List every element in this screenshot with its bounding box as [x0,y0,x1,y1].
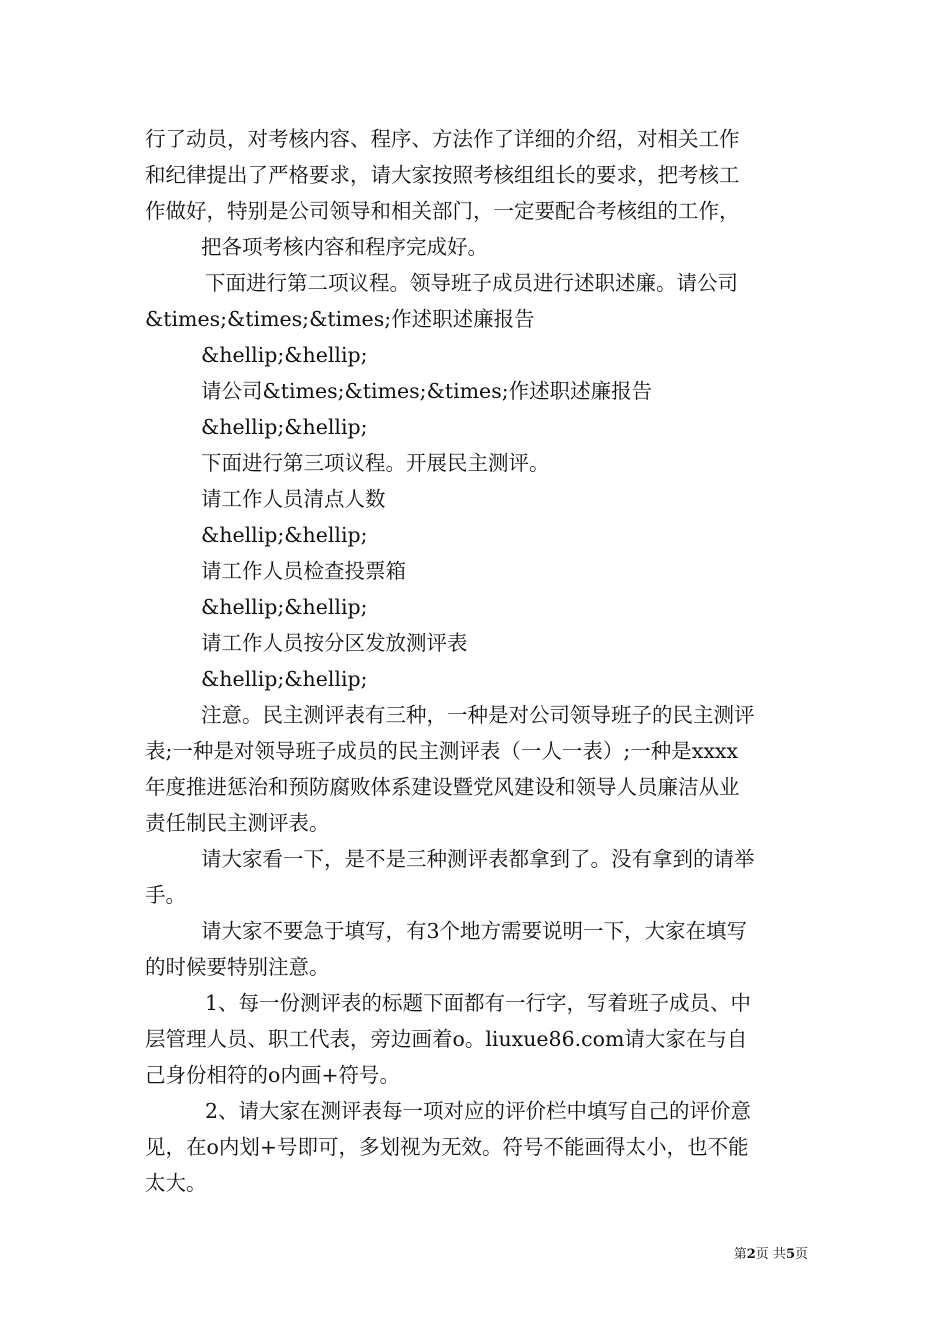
footer-current-page: 2 [746,1247,756,1262]
text-line: &hellip;&hellip; [201,343,368,367]
text-line: 见，在o内划+号即可，多划视为无效。符号不能画得太小，也不能 [145,1135,749,1159]
footer-prefix: 第 [733,1247,747,1262]
text-line: 注意。民主测评表有三种，一种是对公司领导班子的民主测评 [201,703,755,727]
text-line: &hellip;&hellip; [201,523,368,547]
text-line: 下面进行第二项议程。领导班子成员进行述职述廉。请公司 [205,271,738,295]
text-line: 太大。 [145,1171,207,1195]
text-line: 请大家看一下，是不是三种测评表都拿到了。没有拿到的请举 [201,847,755,871]
text-line: &hellip;&hellip; [201,667,368,691]
text-line: 2、请大家在测评表每一项对应的评价栏中填写自己的评价意 [205,1099,752,1123]
text-line: 作做好，特别是公司领导和相关部门，一定要配合考核组的工作， [145,199,740,223]
text-line: 层管理人员、职工代表，旁边画着o。liuxue86.com请大家在与自 [145,1027,748,1051]
body-text [145,121,807,1201]
text-line: &times;&times;&times;作述职述廉报告 [145,307,535,331]
text-line: 的时候要特别注意。 [145,955,330,979]
text-line: 年度推进惩治和预防腐败体系建设暨党风建设和领导人员廉洁从业 [145,775,740,799]
footer-middle: 页 共 [755,1247,786,1262]
text-line: &hellip;&hellip; [201,595,368,619]
text-line: 请大家不要急于填写，有3个地方需要说明一下，大家在填写 [201,919,748,943]
text-line: 把各项考核内容和程序完成好。 [201,235,488,259]
text-line: 1、每一份测评表的标题下面都有一行字，写着班子成员、中 [205,991,752,1015]
text-line: 责任制民主测评表。 [145,811,330,835]
footer-total-pages: 5 [785,1247,795,1262]
text-line: 下面进行第三项议程。开展民主测评。 [201,451,550,475]
text-line: 行了动员，对考核内容、程序、方法作了详细的介绍，对相关工作 [145,127,740,151]
text-line: 表;一种是对领导班子成员的民主测评表（一人一表）;一种是xxxx [145,739,739,763]
page-number-footer [718,1246,808,1264]
text-line: 手。 [145,883,186,907]
text-line: &hellip;&hellip; [201,415,368,439]
text-line: 请工作人员检查投票箱 [201,559,406,583]
text-line: 请公司&times;&times;&times;作述职述廉报告 [201,379,653,403]
text-line: 请工作人员清点人数 [201,487,386,511]
text-line: 和纪律提出了严格要求，请大家按照考核组组长的要求，把考核工 [145,163,740,187]
text-line: 己身份相符的o内画+符号。 [145,1063,401,1087]
text-line: 请工作人员按分区发放测评表 [201,631,468,655]
footer-suffix: 页 [794,1247,808,1262]
